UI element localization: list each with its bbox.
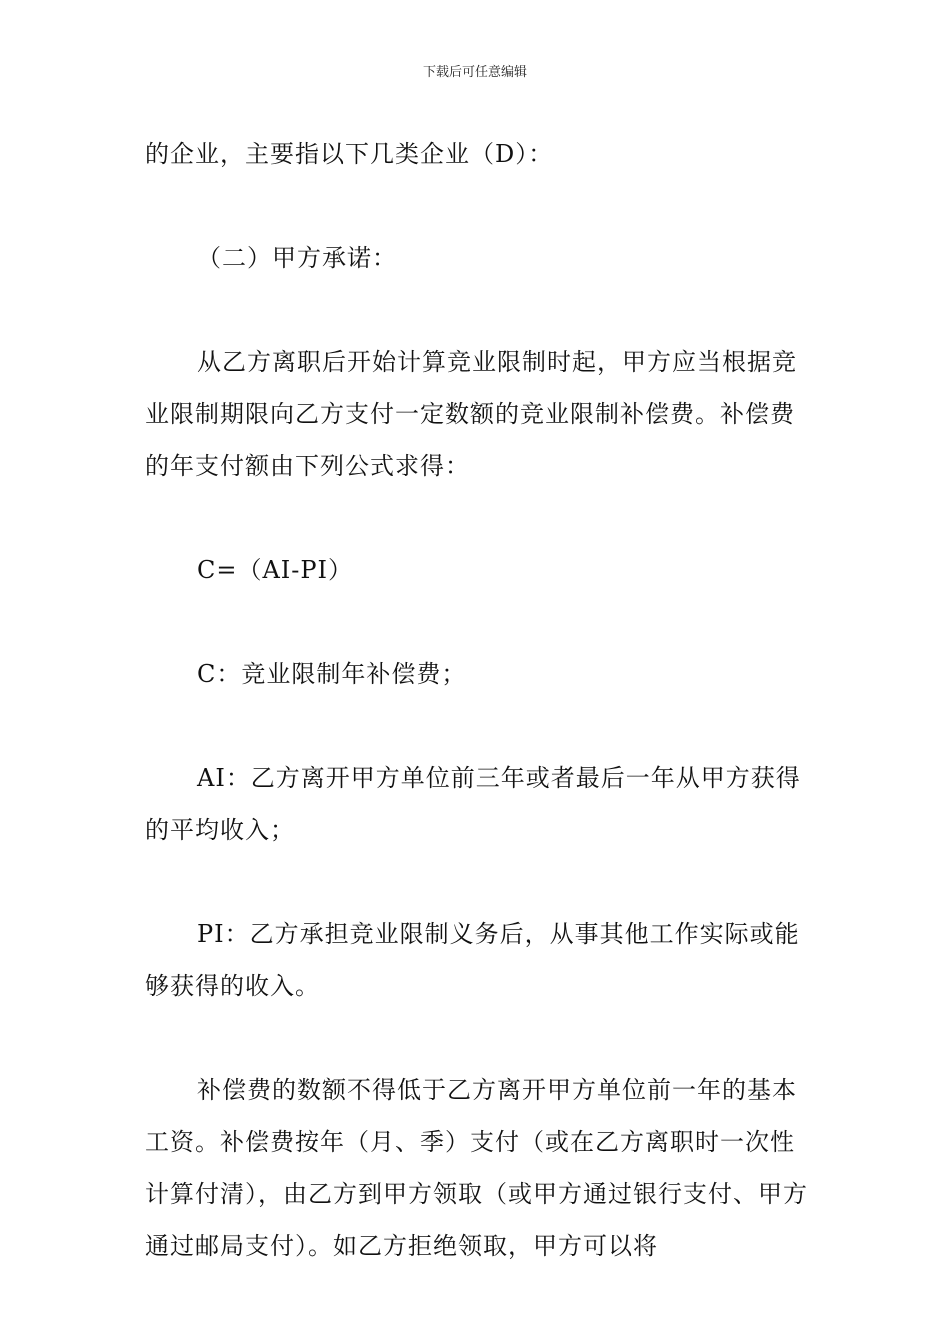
- definition-c: C：竞业限制年补偿费；: [197, 660, 467, 688]
- formula: C=（AI-PI）: [197, 556, 354, 584]
- document-body: [145, 128, 810, 1272]
- paragraph-payment-terms: 补偿费的数额不得低于乙方离开甲方单位前一年的基本工资。补偿费按年（月、季）支付（或在乙方离职时一次性计算付清），由乙方到甲方领取（或甲方通过银行支付、甲方通过邮局支付）。如乙方拒绝领取，甲方可以将: [145, 1076, 808, 1260]
- paragraph-enterprise-types: 的企业，主要指以下几类企业（D）：: [145, 140, 554, 168]
- paragraph-compensation-intro: 从乙方离职后开始计算竞业限制时起，甲方应当根据竞业限制期限向乙方支付一定数额的竞业限制补偿费。补偿费的年支付额由下列公式求得：: [145, 348, 797, 480]
- definition-ai: AI：乙方离开甲方单位前三年或者最后一年从甲方获得的平均收入；: [145, 764, 801, 844]
- page-header: 下载后可任意编辑: [422, 65, 527, 80]
- definition-pi: PI：乙方承担竞业限制义务后，从事其他工作实际或能够获得的收入。: [145, 920, 800, 1000]
- section-heading-party-a-promise: （二）甲方承诺：: [197, 244, 397, 272]
